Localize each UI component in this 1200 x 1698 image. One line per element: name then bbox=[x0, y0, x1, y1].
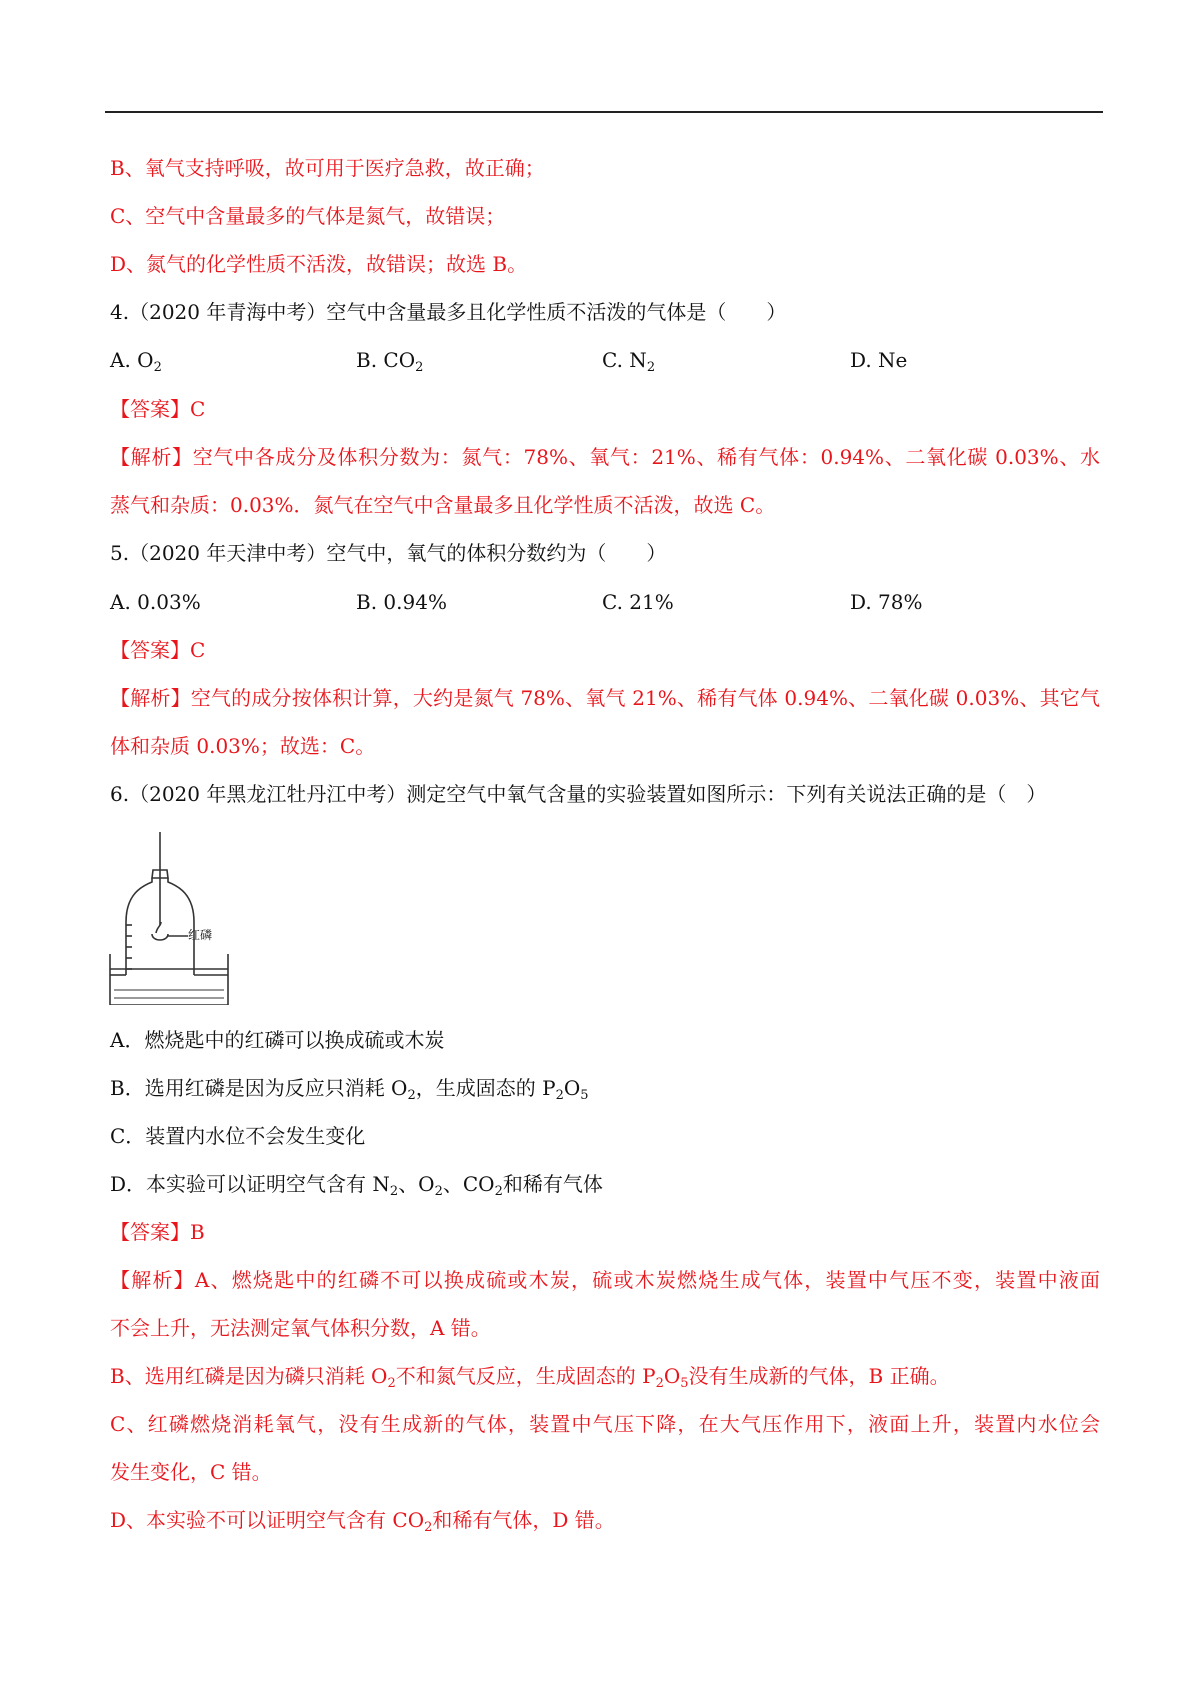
q4-answer: 【答案】C bbox=[110, 397, 206, 421]
apparatus-figure bbox=[108, 830, 258, 1005]
question-4-stem bbox=[110, 298, 1100, 326]
q4-option-a: A. $O_2$ bbox=[110, 348, 162, 375]
q4-option-c: C. $N_2$ bbox=[602, 348, 656, 375]
q6-analysis-line-b: B、选用红磷是因为磷只消耗 $O_2$不和氮气反应，生成固态的 $P_2O_5$没有生成新的气体，B 正确。 bbox=[110, 1364, 950, 1391]
q6-analysis-line-d: D、本实验不可以证明空气含有 $CO_2$和稀有气体，D 错。 bbox=[110, 1508, 615, 1535]
question-5-stem bbox=[110, 539, 1100, 567]
question-source: （2020 年天津中考） bbox=[129, 541, 327, 565]
question-text: 测定空气中氧气含量的实验装置如图所示：下列有关说法正确的是（ ） bbox=[406, 782, 1047, 806]
prev-analysis-line-b: B、氧气支持呼吸，故可用于医疗急救，故正确； bbox=[110, 156, 545, 180]
figure-label-red-phosphorus: 红磷 bbox=[188, 928, 213, 942]
q6-option-d: D．本实验可以证明空气含有 $N_2$、$O_2$、$CO_2$和稀有气体 bbox=[110, 1172, 603, 1199]
question-number: 4. bbox=[110, 300, 130, 324]
q5-option-c: C. 21% bbox=[602, 590, 674, 614]
bell-jar-apparatus-icon bbox=[108, 830, 258, 1005]
question-text: 空气中含量最多且化学性质不活泼的气体是（ ） bbox=[326, 300, 787, 324]
q6-option-a: A．燃烧匙中的红磷可以换成硫或木炭 bbox=[110, 1028, 445, 1052]
q4-analysis-line-2: 蒸气和杂质：0.03%．氮气在空气中含量最多且化学性质不活泼，故选 C。 bbox=[110, 493, 776, 517]
q5-analysis-line-1: 【解析】空气的成分按体积计算，大约是氮气 78%、氧气 21%、稀有气体 0.94%、二氧化碳 0.03%、其它气 bbox=[110, 686, 1100, 710]
q6-option-b: B．选用红磷是因为反应只消耗 $O_2$，生成固态的 $P_2O_5$ bbox=[110, 1076, 589, 1103]
q5-option-b: B. 0.94% bbox=[356, 590, 447, 614]
prev-analysis-line-d: D、氮气的化学性质不活泼，故错误；故选 B。 bbox=[110, 252, 528, 276]
q4-option-b: B. $CO_2$ bbox=[356, 348, 424, 375]
q4-analysis-line-1: 【解析】空气中各成分及体积分数为：氮气：78%、氧气：21%、稀有气体：0.94%、二氧化碳 0.03%、水 bbox=[110, 445, 1100, 469]
q6-analysis-line-2: 不会上升，无法测定氧气体积分数，A 错。 bbox=[110, 1316, 491, 1340]
header-rule bbox=[105, 111, 1103, 113]
q6-analysis-line-c2: 发生变化，C 错。 bbox=[110, 1460, 272, 1484]
prev-analysis-line-c: C、空气中含量最多的气体是氮气，故错误； bbox=[110, 204, 506, 228]
q6-analysis-line-c1: C、红磷燃烧消耗氧气，没有生成新的气体，装置中气压下降，在大气压作用下，液面上升，装置内水位会 bbox=[110, 1412, 1100, 1436]
q5-option-d: D. 78% bbox=[850, 590, 923, 614]
question-text: 空气中，氧气的体积分数约为（ ） bbox=[326, 541, 667, 565]
q5-analysis-line-2: 体和杂质 0.03%；故选：C。 bbox=[110, 734, 376, 758]
question-6-stem bbox=[110, 780, 1100, 808]
q4-option-d: D. Ne bbox=[850, 348, 908, 372]
question-number: 5. bbox=[110, 541, 130, 565]
question-source: （2020 年黑龙江牡丹江中考） bbox=[129, 782, 407, 806]
question-number: 6. bbox=[110, 782, 130, 806]
q5-answer: 【答案】C bbox=[110, 638, 206, 662]
q6-option-c: C．装置内水位不会发生变化 bbox=[110, 1124, 366, 1148]
q6-analysis-line-1: 【解析】A、燃烧匙中的红磷不可以换成硫或木炭，硫或木炭燃烧生成气体，装置中气压不变，装置中液面 bbox=[110, 1268, 1101, 1292]
q5-option-a: A. 0.03% bbox=[110, 590, 201, 614]
q6-answer: 【答案】B bbox=[110, 1220, 205, 1244]
question-source: （2020 年青海中考） bbox=[129, 300, 327, 324]
